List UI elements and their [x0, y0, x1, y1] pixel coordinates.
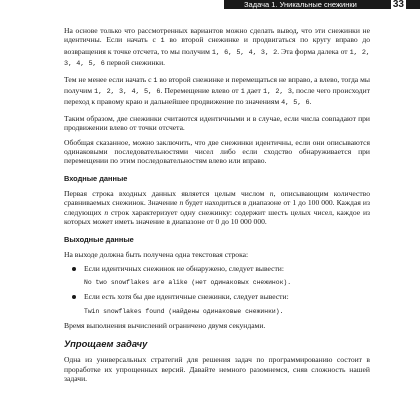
bullet-item-no-twins: Если идентичных снежинок не обнаружено, следует вывести: — [64, 264, 370, 273]
bullet-item-twins: Если есть хотя бы две идентичные снежинки, следует вывести: — [64, 292, 370, 301]
running-header-title: Задача 1. Уникальные снежинки — [244, 0, 357, 9]
code-output-twins: Twin snowflakes found (найдены одинаковые снежинки). — [84, 307, 284, 315]
paragraph-2: Тем не менее если начать с 1 во второй снежинке и перемещаться не вправо, а влево, тогда мы получим 1, 2, 3, 4, 5, 6. Перемещение влево от 1 дает 1, 2, 3, после чего происходит переход к правому краю и дальнейшее продвижение по значениям 4, 5, 6. — [64, 74, 371, 108]
page-number: 33 — [392, 0, 404, 10]
paragraph-3: Таким образом, две снежинки считаются идентичными и в случае, если числа совпадают при продвижении влево от точки отсчета. — [64, 113, 370, 133]
time-limit-text: Время выполнения вычислений ограничено двумя секундами. — [64, 320, 266, 330]
output-data-intro: На выходе должна быть получена одна текстовая строка: — [64, 249, 249, 259]
simplify-text: Одна из универсальных стратегий для решения задач по программированию состоит в проработке их упрощенных версий. Давайте немного разомнемся, сняв сложность нашей задачи. — [64, 355, 370, 383]
bullet-dot-icon — [72, 295, 76, 299]
code-output-no-twins: No two snowflakes are alike (нет одинаковых снежинок). — [84, 279, 292, 287]
simplify-heading: Упрощаем задачу — [64, 338, 148, 350]
page-content — [64, 26, 370, 383]
paragraph-1: На основе только что рассмотренных вариантов можно сделать вывод, что эти снежинки не идентичны. Если начать с 1 во второй снежинке и продвигаться по кругу вправо до возвращения к точке отсчета, то мы получим 1, 6, 5, 4, 3, 2. Эта форма далека от 1, 2, 3, 4, 5, 6 первой снежинки. — [64, 26, 371, 69]
input-data-text: Первая строка входных данных является целым числом n, описывающим количество сравниваемых снежинок. Значение n будет находиться в диапазоне от 1 до 100 000. Каждая из следующих n строк характеризует одну снежинку: содержит шесть целых чисел, каждое из которых может иметь значение в диапазоне от 0 до 10 000 000. — [64, 188, 371, 227]
output-data-heading: Выходные данные — [64, 234, 134, 244]
paragraph-4: Обобщая сказанное, можно заключить, что две снежинки идентичны, если они описываются одинаковыми последовательностями чисел либо если сходство обнаруживается при перемещении по этим последовательностям влево или вправо. — [64, 137, 370, 166]
bullet-dot-icon — [72, 267, 76, 271]
input-data-heading: Входные данные — [64, 173, 128, 183]
